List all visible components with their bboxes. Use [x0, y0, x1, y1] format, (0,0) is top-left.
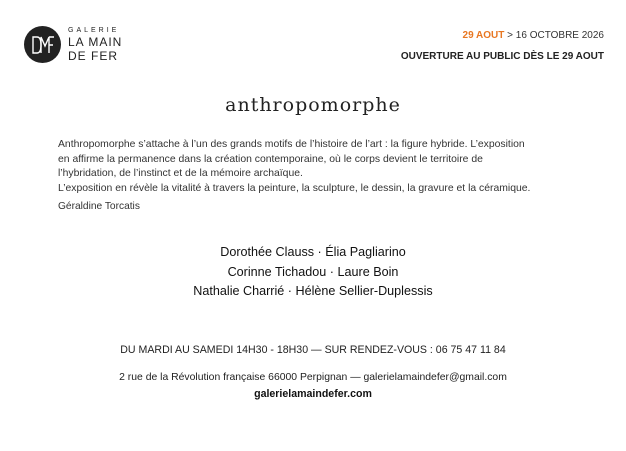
- address-email: 2 rue de la Révolution française 66000 Perpignan — galerielamaindefer@gmail.com: [119, 372, 507, 383]
- exhibition-title: anthropomorphe: [225, 94, 401, 116]
- end-date: > 16 OCTOBRE 2026: [504, 30, 604, 41]
- exhibition-dates: [401, 30, 604, 62]
- gallery-logo: [24, 26, 122, 63]
- logo-de-fer: DE FER: [68, 49, 119, 63]
- logo-wordmark: [68, 27, 122, 62]
- opening-date: OUVERTURE AU PUBLIC DÈS LE 29 AOUT: [400, 51, 604, 62]
- monogram-svg: [30, 34, 56, 56]
- logo-la-main: LA MAIN: [68, 35, 123, 49]
- artists-list: [0, 243, 626, 302]
- description-line: en affirme la permanence dans la création contemporaine, où le corps devient le territoire de: [58, 153, 483, 165]
- artists-line: Dorothée Clauss · Élia Pagliarino: [220, 245, 406, 259]
- logo-monogram-icon: [24, 26, 61, 63]
- date-range: [401, 30, 604, 41]
- description-line: Anthropomorphe s’attache à l’un des grands motifs de l’histoire de l’art : la figure hybride. L’exposition: [58, 139, 525, 150]
- curator-name: Géraldine Torcatis: [58, 201, 140, 212]
- description-line: l’hybridation, de l’instinct et de la mémoire archaïque.: [58, 168, 303, 179]
- artists-line: Corinne Tichadou · Laure Boin: [227, 264, 399, 279]
- logo-galerie: GALERIE: [68, 27, 120, 34]
- artists-line: Nathalie Charrié · Hélène Sellier-Duplessis: [193, 284, 433, 298]
- website-link[interactable]: galerielamaindefer.com: [254, 388, 372, 400]
- start-date: 29 AOUT: [462, 30, 505, 41]
- opening-hours: DU MARDI AU SAMEDI 14H30 - 18H30 — SUR RENDEZ-VOUS : 06 75 47 11 84: [120, 344, 506, 356]
- exhibition-description: [58, 138, 578, 196]
- description-line: L’exposition en révèle la vitalité à travers la peinture, la sculpture, le dessin, la gravure et la céramique.: [58, 182, 531, 194]
